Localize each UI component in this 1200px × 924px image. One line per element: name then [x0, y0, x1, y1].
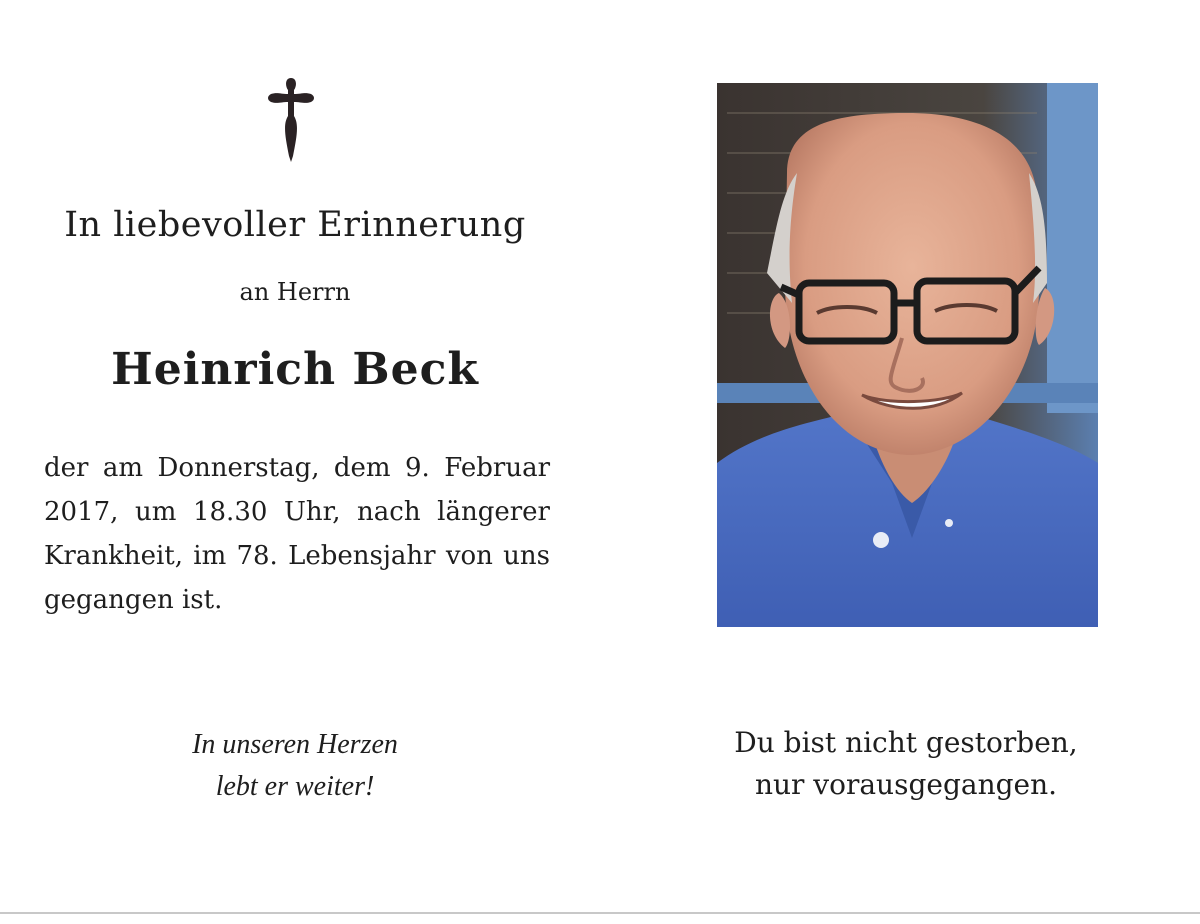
salutation: an Herrn	[239, 278, 351, 306]
bio-line: Krankheit, im 78. Lebensjahr von uns	[44, 541, 550, 571]
card-edge-divider	[0, 912, 1200, 914]
quote-right-line: nur vorausgegangen.	[754, 768, 1058, 801]
portrait-photo	[717, 83, 1098, 627]
heading: In liebevoller Erinnerung	[64, 205, 526, 245]
bio-line: der am Donnerstag, dem 9. Februar	[44, 453, 550, 483]
quote-left	[40, 724, 550, 808]
deceased-name: Heinrich Beck	[111, 344, 479, 395]
biography-text	[44, 446, 550, 622]
quote-right-line: Du bist nicht gestorben,	[734, 726, 1078, 759]
bio-line: gegangen ist.	[44, 585, 223, 615]
bio-line: 2017, um 18.30 Uhr, nach längerer	[44, 497, 550, 527]
quote-right	[700, 722, 1112, 806]
cross-icon	[263, 76, 319, 164]
quote-left-line: lebt er weiter!	[215, 771, 375, 802]
quote-left-line: In unseren Herzen	[192, 729, 398, 760]
